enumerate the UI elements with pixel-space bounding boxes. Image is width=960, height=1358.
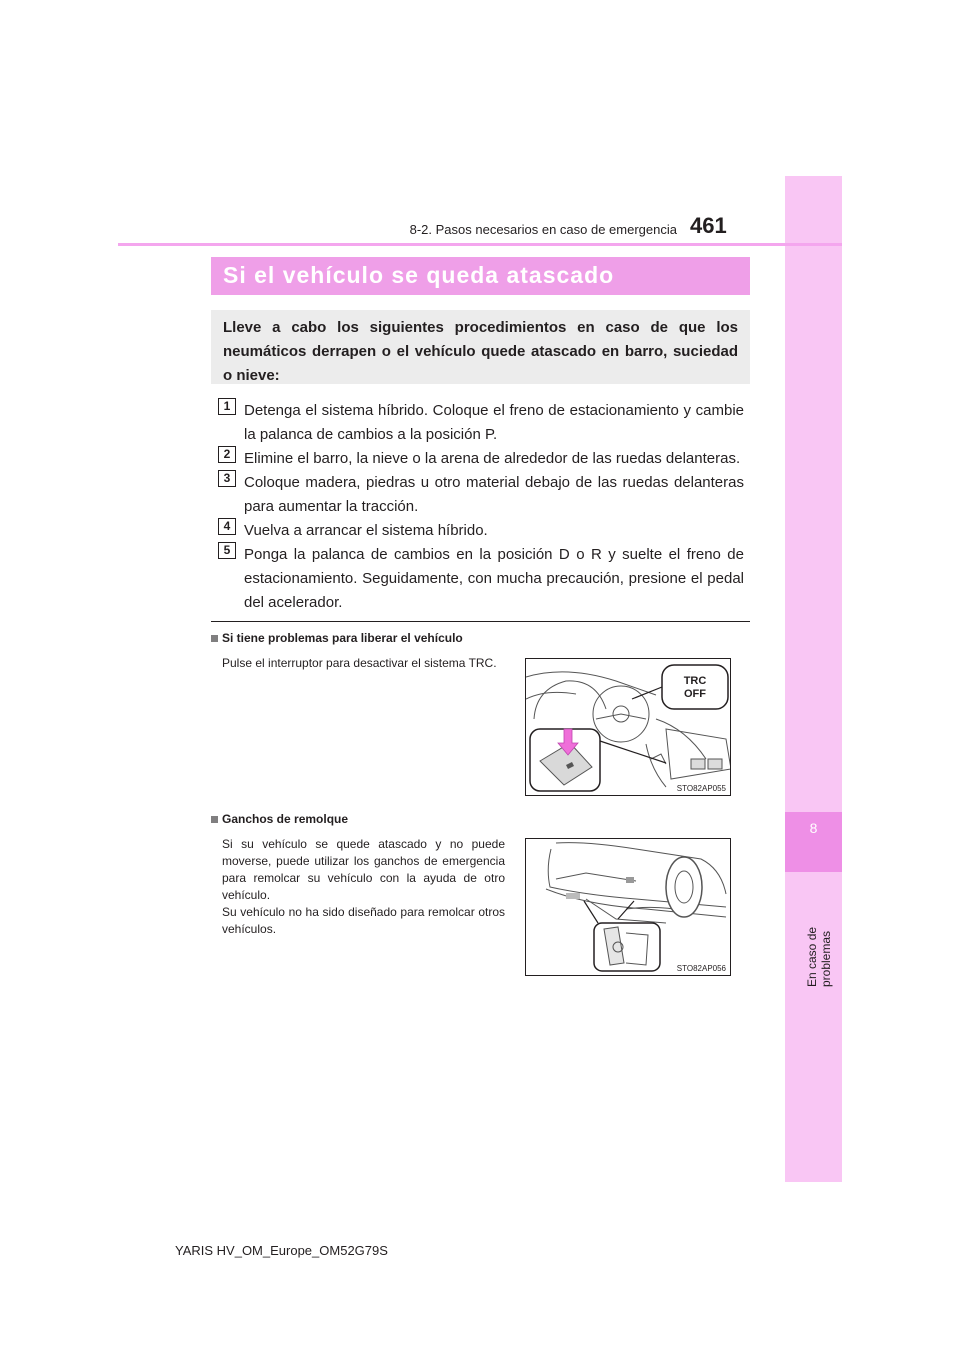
off-label: OFF — [684, 688, 706, 700]
section-banner — [211, 257, 750, 295]
running-header: 8-2. Pasos necesarios en caso de emergencia — [409, 222, 677, 237]
chapter-number: 8 — [809, 820, 818, 836]
tow-hook-figure — [525, 838, 731, 976]
header-rule — [118, 243, 842, 246]
document-footer: YARIS HV_OM_Europe_OM52G79S — [175, 1243, 388, 1258]
figure-code: STO82AP056 — [676, 964, 726, 973]
subsection-body: Si su vehículo se quede atascado y no puede moverse, puede utilizar los ganchos de emergencia para remolcar su vehículo con la ayuda de otro vehículo. Su vehículo no ha sido diseñado para remolcar otros vehículos. — [222, 837, 505, 936]
section-divider — [211, 621, 750, 622]
step-number: 5 — [218, 542, 236, 559]
chapter-side-tab — [785, 176, 842, 1182]
step-number: 4 — [218, 518, 236, 535]
step-text: Elimine el barro, la nieve o la arena de alrededor de las ruedas delanteras. — [244, 450, 741, 467]
bullet-square-icon — [211, 635, 218, 642]
page-number: 461 — [690, 213, 727, 238]
dashboard-illustration — [526, 659, 731, 796]
trc-switch-figure — [525, 658, 731, 796]
intro-box: Lleve a cabo los siguientes procedimientos en caso de que los neumáticos derrapen o el vehículo quede atascado en barro, suciedad o nieve: — [211, 310, 750, 384]
figure-code: STO82AP055 — [676, 784, 726, 793]
step-number: 1 — [218, 398, 236, 415]
subsection-heading: Ganchos de remolque — [211, 812, 348, 826]
subsection-body: Pulse el interruptor para desactivar el sistema TRC. — [222, 656, 497, 670]
step-number: 3 — [218, 470, 236, 487]
section-title: Si el vehículo se queda atascado — [223, 262, 615, 288]
step-text: Coloque madera, piedras u otro material debajo de las ruedas delanteras para aumentar la tracción. — [244, 474, 744, 515]
step-text: Vuelva a arrancar el sistema híbrido. — [244, 522, 488, 539]
step-number: 2 — [218, 446, 236, 463]
underbody-illustration — [526, 839, 731, 976]
step-text: Ponga la palanca de cambios en la posición D o R y suelte el freno de estacionamiento. Seguidamente, con mucha precaución, presione el pedal del acelerador. — [244, 546, 744, 611]
bullet-square-icon — [211, 816, 218, 823]
step-text: Detenga el sistema híbrido. Coloque el freno de estacionamiento y cambie la palanca de cambios a la posición P. — [244, 402, 744, 443]
trc-label: TRC — [683, 675, 707, 687]
chapter-label: En caso de problemas — [805, 926, 833, 987]
subsection-heading: Si tiene problemas para liberar el vehículo — [211, 631, 463, 645]
